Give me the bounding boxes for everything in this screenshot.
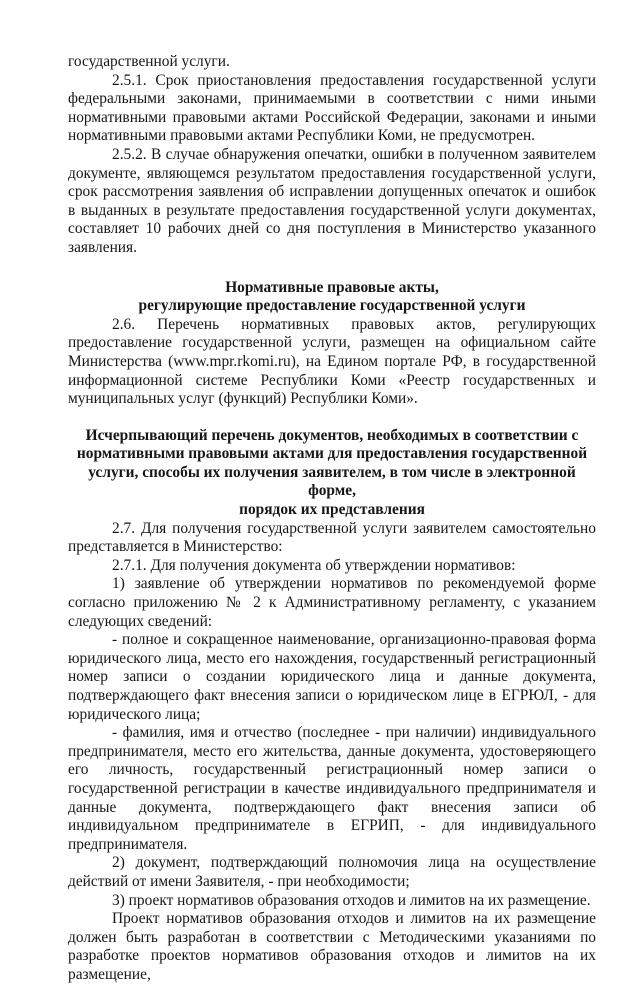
- section-heading-normative-acts-line-1: Нормативные правовые акты,: [225, 278, 439, 296]
- list-item-1: 1) заявление об утверждении нормативов по рекомендуемой форме согласно приложению № 2 к Административному регламенту, с указанием следующих сведений:: [68, 575, 596, 630]
- paragraph-intro-tail: государственной услуги.: [68, 53, 230, 70]
- list-item-1-legal-entity: - полное и сокращенное наименование, организационно-правовая форма юридического лица, место его нахождения, государственный регистрационный номер записи о создании юридического лица и данные документа, подтверждающего факт внесения записи о юридическом лице в ЕГРЮЛ, - для юридического лица;: [68, 631, 596, 723]
- section-heading-documents-list-line-4: порядок их представления: [239, 501, 425, 519]
- list-item-1-entrepreneur: - фамилия, имя и отчество (последнее - при наличии) индивидуального предпринимателя, место его жительства, данные документа, удостоверяющего его личность, государственный регистрационный номер записи о государственной регистрации в качестве индивидуального предпринимателя и данные документа, подтверждающего факт внесения записи об индивидуальном предпринимателе в ЕГРИП, - для индивидуального предпринимателя.: [68, 724, 596, 853]
- paragraph-2-5-2: 2.5.2. В случае обнаружения опечатки, ошибки в полученном заявителем документе, являющемся результатом предоставления государственной услуги, срок рассмотрения заявления об исправлении допущенных опечаток и ошибок в выданных в результате предоставления государственной услуги документах, составляет 10 рабочих дней со дня поступления в Министерство указанного заявления.: [68, 145, 596, 256]
- section-heading-normative-acts: [68, 279, 596, 316]
- section-heading-documents-list-line-2: нормативными правовыми актами для предоставления государственной: [76, 445, 588, 463]
- paragraph-2-7-1: 2.7.1. Для получения документа об утверждении нормативов:: [112, 556, 516, 574]
- paragraph-2-7: 2.7. Для получения государственной услуги заявителем самостоятельно представляется в Министерство:: [68, 519, 596, 556]
- paragraph-final: Проект нормативов образования отходов и лимитов на их размещение должен быть разработан в соответствии с Методическими указаниями по разработке проектов нормативов образования отходов и лимитов на их размещение,: [68, 910, 596, 983]
- section-heading-documents-list-line-1: Исчерпывающий перечень документов, необходимых в соответствии с: [85, 426, 579, 444]
- section-heading-normative-acts-line-2: регулирующие предоставление государственной услуги: [138, 297, 526, 315]
- paragraph-2-6: 2.6. Перечень нормативных правовых актов, регулирующих предоставление государственной услуги, размещен на официальном сайте Министерства (www.mpr.rkomi.ru), на Едином портале РФ, в государственной информационной системе Республики Коми «Реестр государственных и муниципальных услуг (функций) Республики Коми».: [68, 315, 596, 408]
- section-heading-documents-list-line-3: услуги, способы их получения заявителем, в том числе в электронной форме,: [88, 463, 576, 500]
- list-item-3: 3) проект нормативов образования отходов и лимитов на их размещение.: [112, 891, 591, 909]
- list-item-2: 2) документ, подтверждающий полномочия лица на осуществление действий от имени Заявителя, - при необходимости;: [68, 854, 596, 890]
- section-heading-documents-list: [68, 427, 596, 520]
- paragraph-2-5-1: 2.5.1. Срок приостановления предоставления государственной услуги федеральными законами, принимаемыми в соответствии с ними иными нормативными правовыми актами Российской Федерации, законами и иными нормативными правовыми актами Республики Коми, не предусмотрен.: [68, 71, 596, 145]
